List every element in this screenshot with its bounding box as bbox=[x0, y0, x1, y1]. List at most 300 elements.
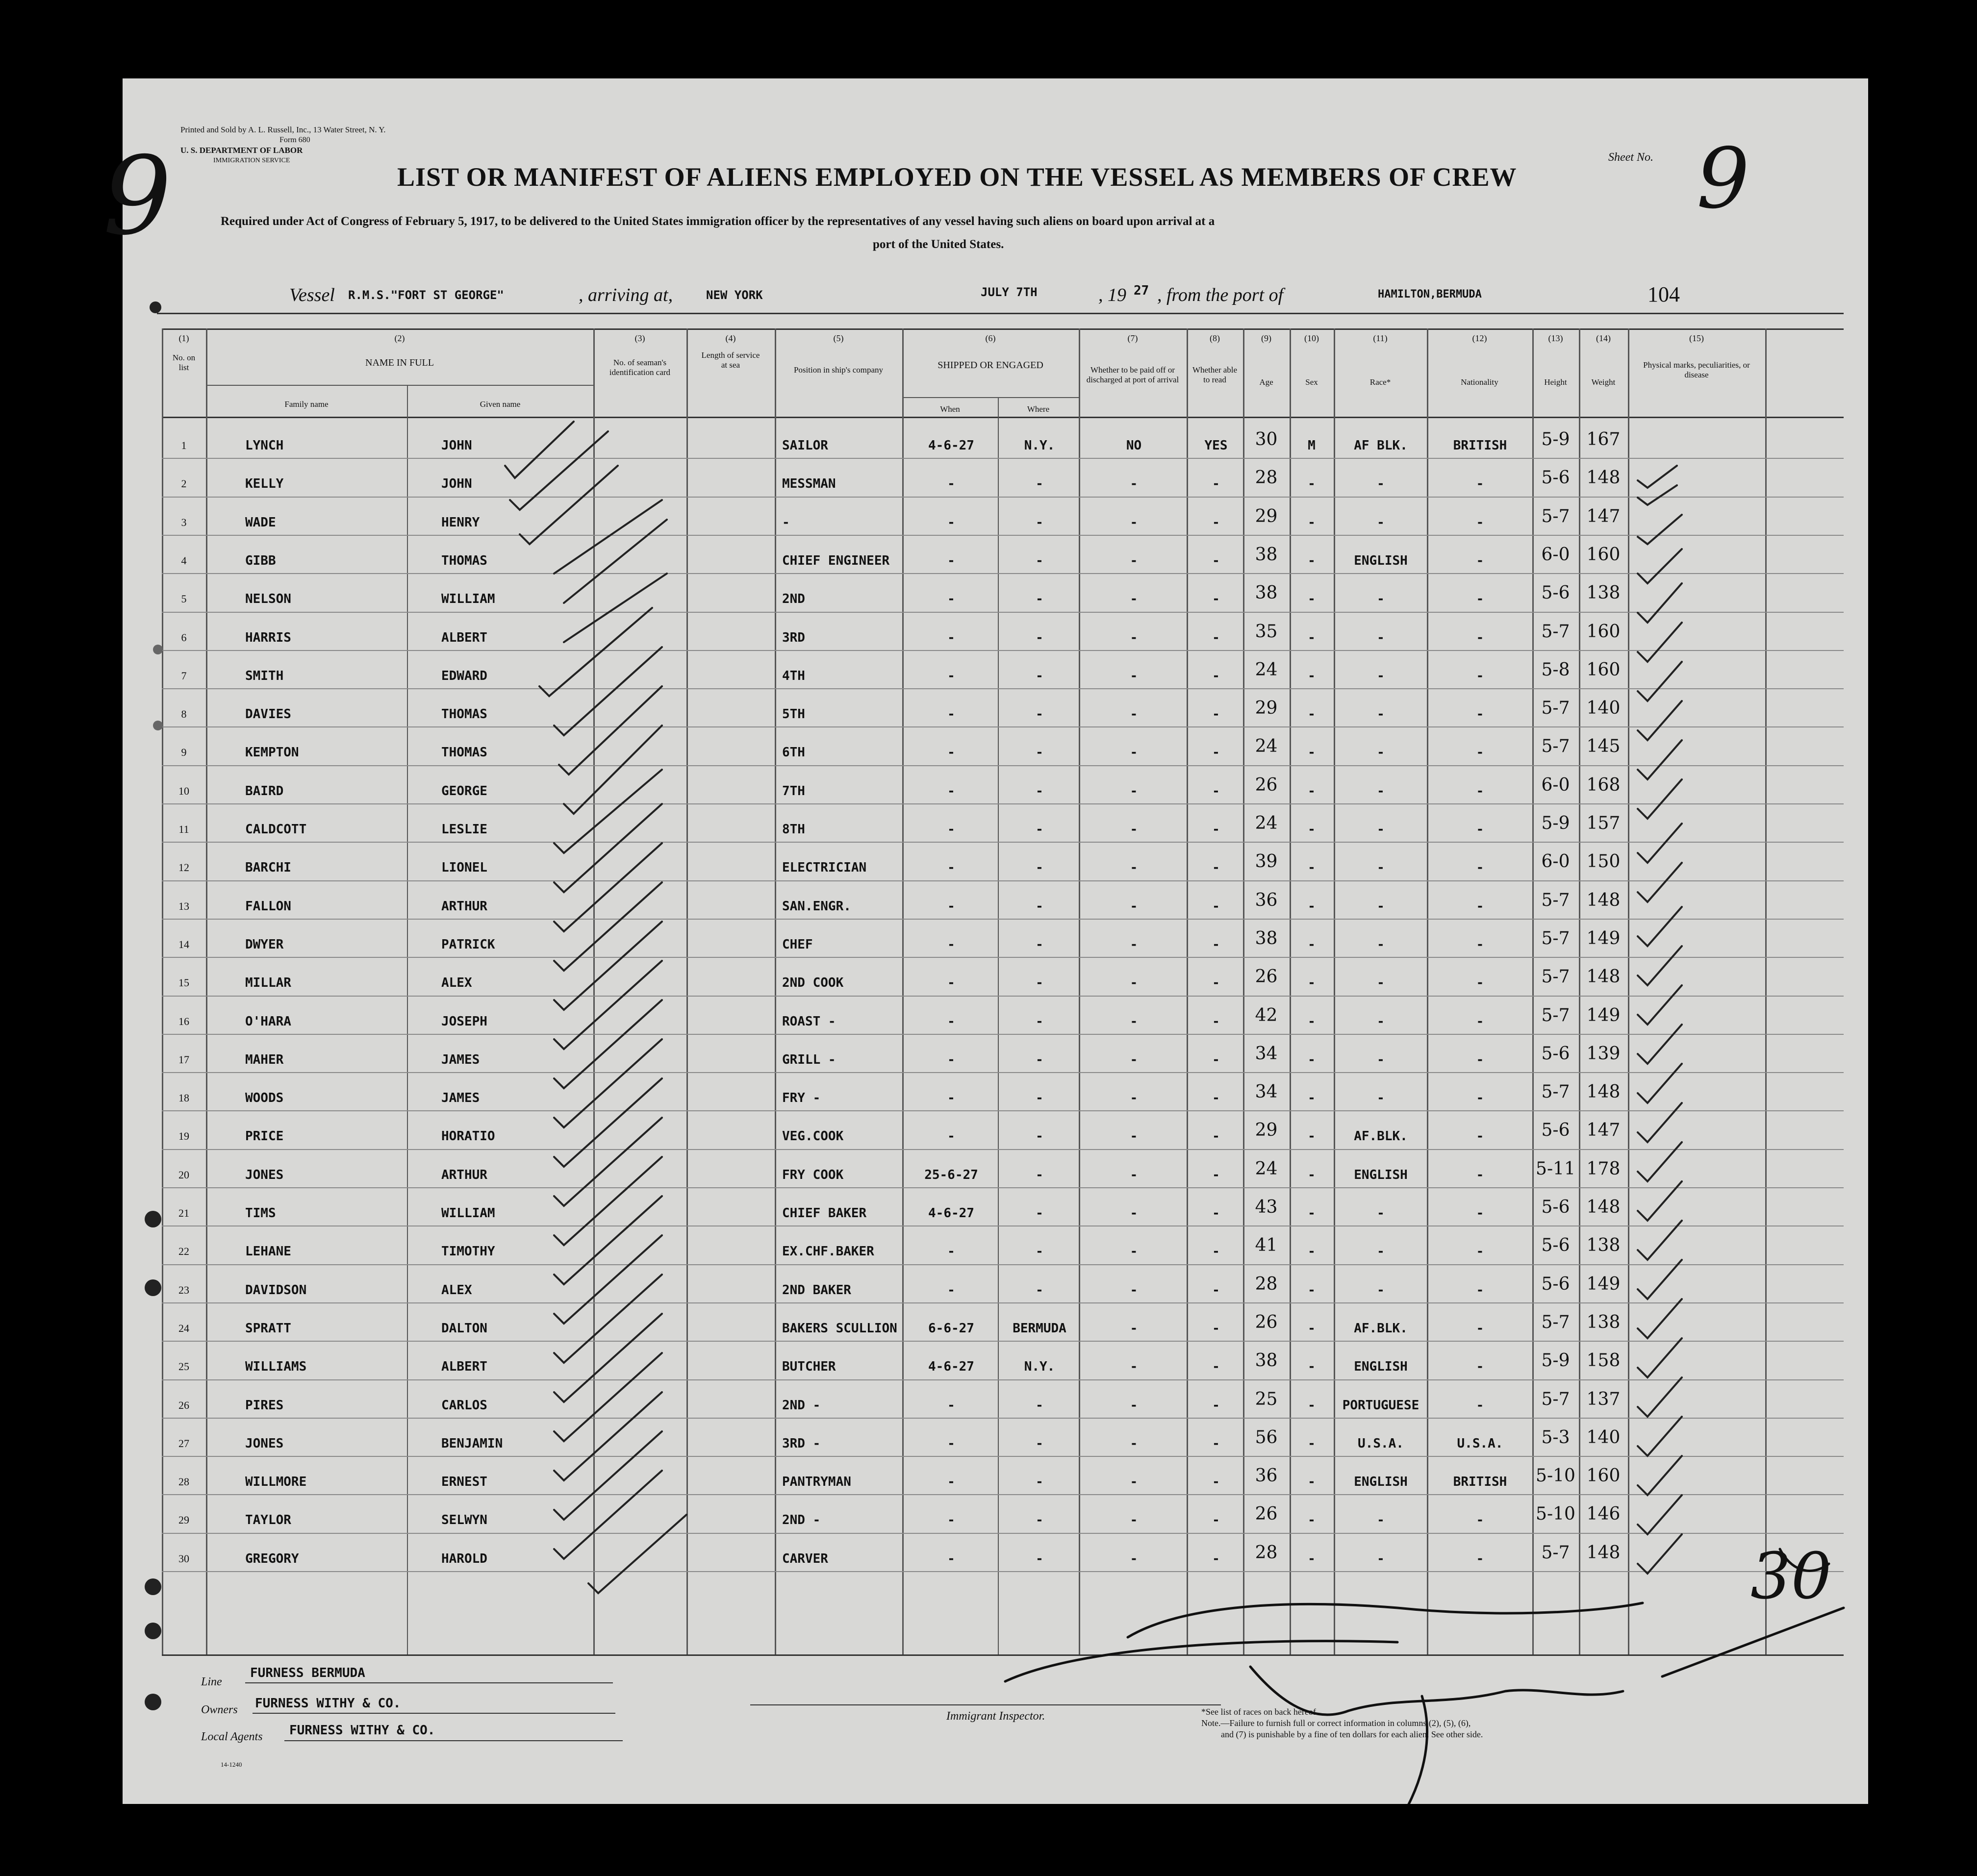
cell-paid: - bbox=[1130, 860, 1138, 875]
col-num-15: (15) bbox=[1689, 333, 1704, 343]
cell-race: - bbox=[1377, 515, 1385, 530]
cell-weight: 138 bbox=[1586, 1235, 1621, 1256]
cell-no: 30 bbox=[178, 1552, 189, 1565]
department-name: U. S. DEPARTMENT OF LABOR bbox=[180, 146, 303, 155]
cell-when: - bbox=[947, 1129, 955, 1144]
cell-age: 29 bbox=[1255, 1120, 1278, 1141]
cell-race: - bbox=[1377, 937, 1385, 952]
header-given-name: Given name bbox=[480, 400, 521, 409]
cell-family: FALLON bbox=[245, 899, 291, 914]
cell-read: - bbox=[1212, 1244, 1220, 1259]
cell-paid: - bbox=[1130, 668, 1138, 683]
header-where: Where bbox=[1027, 404, 1050, 414]
cell-age: 28 bbox=[1255, 1274, 1278, 1294]
header-age: Age bbox=[1259, 377, 1273, 387]
cell-age: 28 bbox=[1255, 468, 1278, 488]
cell-given: ALEX bbox=[441, 976, 472, 991]
line-label: Line bbox=[201, 1676, 222, 1688]
cell-race: ENGLISH bbox=[1354, 1475, 1408, 1490]
cell-race: - bbox=[1377, 1091, 1385, 1106]
cell-weight: 158 bbox=[1586, 1351, 1621, 1371]
cell-when: 4-6-27 bbox=[928, 1359, 974, 1375]
cell-race: AF.BLK. bbox=[1354, 1321, 1408, 1336]
header-weight: Weight bbox=[1591, 377, 1616, 387]
cell-when: 6-6-27 bbox=[928, 1321, 974, 1336]
cell-family: SMITH bbox=[245, 668, 284, 683]
cell-height: 5-6 bbox=[1541, 1235, 1570, 1256]
cell-nat: - bbox=[1476, 1398, 1484, 1413]
cell-when: 4-6-27 bbox=[928, 1206, 974, 1221]
cell-race: ENGLISH bbox=[1354, 1167, 1408, 1182]
cell-no: 20 bbox=[178, 1168, 189, 1181]
from-port-label: , from the port of bbox=[1157, 285, 1284, 305]
cell-given: JOHN bbox=[441, 438, 472, 453]
cell-no: 22 bbox=[178, 1245, 189, 1258]
cell-weight: 160 bbox=[1586, 659, 1621, 680]
cell-given: WILLIAM bbox=[441, 1206, 495, 1221]
cell-height: 5-9 bbox=[1541, 813, 1570, 833]
cell-sex: - bbox=[1308, 630, 1316, 645]
cell-position: 3RD bbox=[782, 630, 805, 645]
cell-family: KELLY bbox=[245, 476, 284, 492]
cell-height: 5-7 bbox=[1541, 967, 1570, 987]
cell-weight: 149 bbox=[1586, 928, 1621, 949]
cell-age: 41 bbox=[1255, 1235, 1278, 1256]
cell-given: THOMAS bbox=[441, 707, 487, 722]
cell-where: - bbox=[1036, 899, 1043, 914]
cell-read: - bbox=[1212, 1551, 1220, 1566]
cell-race: - bbox=[1377, 1282, 1385, 1298]
cell-family: CALDCOTT bbox=[245, 822, 307, 837]
cell-weight: 148 bbox=[1586, 1197, 1621, 1217]
cell-no: 19 bbox=[178, 1130, 189, 1143]
cell-weight: 148 bbox=[1586, 890, 1621, 910]
cell-position: CHEF bbox=[782, 937, 813, 952]
cell-position: 7TH bbox=[782, 783, 805, 799]
cell-when: - bbox=[947, 592, 955, 607]
cell-nat: - bbox=[1476, 1513, 1484, 1528]
cell-sex: - bbox=[1308, 822, 1316, 837]
cell-position: CHIEF BAKER bbox=[782, 1206, 867, 1221]
cell-paid: - bbox=[1130, 553, 1138, 568]
cell-when: 25-6-27 bbox=[924, 1167, 978, 1182]
cell-no: 6 bbox=[181, 631, 187, 644]
cell-when: - bbox=[947, 668, 955, 683]
cell-given: HORATIO bbox=[441, 1129, 495, 1144]
vessel-name: R.M.S."FORT ST GEORGE" bbox=[348, 288, 504, 302]
service-name: IMMIGRATION SERVICE bbox=[213, 157, 290, 164]
arriving-port: NEW YORK bbox=[706, 288, 763, 302]
cell-sex: - bbox=[1308, 1359, 1316, 1375]
cell-height: 5-3 bbox=[1541, 1427, 1570, 1448]
cell-weight: 138 bbox=[1586, 583, 1621, 603]
cell-age: 39 bbox=[1255, 851, 1278, 872]
cell-no: 16 bbox=[178, 1015, 189, 1027]
cell-paid: - bbox=[1130, 822, 1138, 837]
cell-read: - bbox=[1212, 1398, 1220, 1413]
cell-nat: - bbox=[1476, 1052, 1484, 1067]
cell-weight: 178 bbox=[1586, 1158, 1621, 1179]
printer-line: Printed and Sold by A. L. Russell, Inc., 13 Water Street, N. Y. bbox=[180, 125, 386, 134]
cell-read: - bbox=[1212, 1129, 1220, 1144]
cell-when: - bbox=[947, 783, 955, 799]
col-num-4: (4) bbox=[725, 333, 736, 343]
cell-sex: - bbox=[1308, 1091, 1316, 1106]
cell-family: GREGORY bbox=[245, 1551, 299, 1566]
cell-weight: 168 bbox=[1586, 775, 1621, 795]
cell-where: - bbox=[1036, 1167, 1043, 1182]
cell-when: - bbox=[947, 937, 955, 952]
cell-weight: 148 bbox=[1586, 1542, 1621, 1563]
cell-family: TIMS bbox=[245, 1206, 276, 1221]
cell-given: ERNEST bbox=[441, 1475, 487, 1490]
cell-read: - bbox=[1212, 1091, 1220, 1106]
cell-position: CARVER bbox=[782, 1551, 828, 1566]
cell-weight: 148 bbox=[1586, 1082, 1621, 1102]
cell-paid: - bbox=[1130, 1359, 1138, 1375]
cell-family: SPRATT bbox=[245, 1321, 291, 1336]
cell-age: 35 bbox=[1255, 621, 1278, 642]
cell-family: BARCHI bbox=[245, 860, 291, 875]
cell-weight: 149 bbox=[1586, 1005, 1621, 1026]
col-num-2: (2) bbox=[394, 333, 405, 343]
cell-position: FRY - bbox=[782, 1091, 821, 1106]
cell-sex: - bbox=[1308, 1475, 1316, 1490]
header-seaman-id: No. of seaman's identification card bbox=[609, 358, 671, 377]
col-num-12: (12) bbox=[1472, 333, 1487, 343]
cell-family: PIRES bbox=[245, 1398, 284, 1413]
cell-race: - bbox=[1377, 1244, 1385, 1259]
cell-nat: - bbox=[1476, 592, 1484, 607]
cell-age: 56 bbox=[1255, 1427, 1278, 1448]
cell-family: WADE bbox=[245, 515, 276, 530]
cell-position: 8TH bbox=[782, 822, 805, 837]
col-num-8: (8) bbox=[1210, 333, 1220, 343]
cell-no: 26 bbox=[178, 1399, 189, 1411]
cell-no: 1 bbox=[181, 439, 187, 451]
vessel-label: Vessel bbox=[289, 285, 335, 305]
cell-where: - bbox=[1036, 553, 1043, 568]
cell-weight: 145 bbox=[1586, 736, 1621, 757]
cell-age: 24 bbox=[1255, 1158, 1278, 1179]
cell-sex: - bbox=[1308, 1321, 1316, 1336]
cell-height: 5-7 bbox=[1541, 698, 1570, 719]
binder-hole bbox=[145, 1279, 161, 1296]
cell-paid: - bbox=[1130, 1244, 1138, 1259]
cell-where: - bbox=[1036, 1206, 1043, 1221]
header-shipped-or-engaged: SHIPPED OR ENGAGED bbox=[938, 360, 1043, 371]
cell-nat: - bbox=[1476, 553, 1484, 568]
cell-height: 6-0 bbox=[1541, 544, 1570, 565]
cell-position: ROAST - bbox=[782, 1014, 836, 1029]
cell-given: LIONEL bbox=[441, 860, 487, 875]
cell-read: - bbox=[1212, 745, 1220, 760]
cell-age: 42 bbox=[1255, 1005, 1278, 1026]
cell-race: ENGLISH bbox=[1354, 1359, 1408, 1375]
col-num-6: (6) bbox=[985, 333, 996, 343]
cell-no: 15 bbox=[178, 976, 189, 989]
cell-no: 5 bbox=[181, 593, 187, 605]
cell-nat: - bbox=[1476, 783, 1484, 799]
cell-height: 5-6 bbox=[1541, 1043, 1570, 1064]
cell-weight: 160 bbox=[1586, 621, 1621, 642]
cell-height: 5-7 bbox=[1541, 1389, 1570, 1409]
cell-given: TIMOTHY bbox=[441, 1244, 495, 1259]
cell-nat: - bbox=[1476, 1359, 1484, 1375]
header-when: When bbox=[940, 404, 960, 414]
cell-position: 2ND - bbox=[782, 1398, 821, 1413]
cell-read: - bbox=[1212, 592, 1220, 607]
binder-hole bbox=[153, 645, 163, 654]
footnote-races: *See list of races on back hereof. bbox=[1201, 1707, 1318, 1717]
owners-name: FURNESS WITHY & CO. bbox=[255, 1696, 401, 1711]
cell-age: 36 bbox=[1255, 890, 1278, 910]
cell-read: YES bbox=[1204, 438, 1228, 453]
header-physical-marks: Physical marks, peculiarities, or disease bbox=[1643, 360, 1750, 379]
cell-age: 25 bbox=[1255, 1389, 1278, 1409]
cell-where: - bbox=[1036, 592, 1043, 607]
cell-nat: - bbox=[1476, 822, 1484, 837]
cell-age: 24 bbox=[1255, 813, 1278, 833]
cell-weight: 146 bbox=[1586, 1504, 1621, 1525]
cell-no: 4 bbox=[181, 554, 187, 567]
cell-no: 18 bbox=[178, 1092, 189, 1104]
cell-where: - bbox=[1036, 1436, 1043, 1451]
cell-sex: - bbox=[1308, 1167, 1316, 1182]
cell-paid: NO bbox=[1126, 438, 1142, 453]
cell-when: 4-6-27 bbox=[928, 438, 974, 453]
cell-weight: 140 bbox=[1586, 698, 1621, 719]
cell-given: BENJAMIN bbox=[441, 1436, 503, 1451]
cell-age: 26 bbox=[1255, 1504, 1278, 1525]
cell-position: EX.CHF.BAKER bbox=[782, 1244, 874, 1259]
cell-age: 26 bbox=[1255, 775, 1278, 795]
cell-no: 28 bbox=[178, 1476, 189, 1488]
cell-family: KEMPTON bbox=[245, 745, 299, 760]
shipping-line: FURNESS BERMUDA bbox=[250, 1666, 365, 1680]
cell-race: - bbox=[1377, 745, 1385, 760]
cell-when: - bbox=[947, 476, 955, 492]
cell-race: AF.BLK. bbox=[1354, 1129, 1408, 1144]
cell-read: - bbox=[1212, 1475, 1220, 1490]
cell-race: - bbox=[1377, 1052, 1385, 1067]
page-title: LIST OR MANIFEST OF ALIENS EMPLOYED ON THE VESSEL AS MEMBERS OF CREW bbox=[397, 162, 1517, 192]
cell-when: - bbox=[947, 707, 955, 722]
cell-family: BAIRD bbox=[245, 783, 284, 799]
cell-nat: - bbox=[1476, 1282, 1484, 1298]
cell-nat: - bbox=[1476, 937, 1484, 952]
cell-sex: - bbox=[1308, 1014, 1316, 1029]
cell-paid: - bbox=[1130, 592, 1138, 607]
cell-read: - bbox=[1212, 1052, 1220, 1067]
cell-read: - bbox=[1212, 1282, 1220, 1298]
cell-position: 6TH bbox=[782, 745, 805, 760]
cell-sex: - bbox=[1308, 899, 1316, 914]
cell-no: 29 bbox=[178, 1514, 189, 1526]
arriving-label: , arriving at, bbox=[579, 285, 673, 305]
cell-nat: - bbox=[1476, 630, 1484, 645]
cell-given: ARTHUR bbox=[441, 1167, 487, 1182]
form-number: Form 680 bbox=[279, 136, 310, 144]
cell-sex: - bbox=[1308, 783, 1316, 799]
cell-given: JAMES bbox=[441, 1091, 480, 1106]
cell-sex: - bbox=[1308, 1206, 1316, 1221]
cell-read: - bbox=[1212, 553, 1220, 568]
cell-family: DAVIES bbox=[245, 707, 291, 722]
cell-height: 5-7 bbox=[1541, 506, 1570, 526]
col-num-9: (9) bbox=[1261, 333, 1271, 343]
cell-no: 7 bbox=[181, 669, 187, 682]
cell-family: TAYLOR bbox=[245, 1513, 291, 1528]
cell-no: 8 bbox=[181, 708, 187, 721]
cell-where: - bbox=[1036, 1513, 1043, 1528]
cell-race: - bbox=[1377, 860, 1385, 875]
cell-where: - bbox=[1036, 1052, 1043, 1067]
cell-sex: - bbox=[1308, 592, 1316, 607]
cell-given: DALTON bbox=[441, 1321, 487, 1336]
binder-hole bbox=[150, 301, 161, 313]
cell-paid: - bbox=[1130, 1091, 1138, 1106]
header-able-to-read: Whether able to read bbox=[1192, 365, 1238, 384]
owners-label: Owners bbox=[201, 1703, 238, 1716]
cell-sex: - bbox=[1308, 976, 1316, 991]
cell-paid: - bbox=[1130, 976, 1138, 991]
cell-paid: - bbox=[1130, 630, 1138, 645]
cell-read: - bbox=[1212, 1359, 1220, 1375]
cell-height: 5-6 bbox=[1541, 583, 1570, 603]
cell-nat: - bbox=[1476, 476, 1484, 492]
cell-family: LYNCH bbox=[245, 438, 284, 453]
subtitle-line-2: port of the United States. bbox=[873, 238, 1004, 251]
cell-where: - bbox=[1036, 1398, 1043, 1413]
cell-position: FRY COOK bbox=[782, 1167, 844, 1182]
cell-read: - bbox=[1212, 707, 1220, 722]
cell-where: - bbox=[1036, 1551, 1043, 1566]
cell-nat: - bbox=[1476, 1244, 1484, 1259]
cell-where: - bbox=[1036, 1475, 1043, 1490]
cell-race: - bbox=[1377, 976, 1385, 991]
cell-nat: - bbox=[1476, 899, 1484, 914]
cell-position: CHIEF ENGINEER bbox=[782, 553, 890, 568]
cell-height: 5-10 bbox=[1536, 1504, 1575, 1525]
year-prefix: , 19 bbox=[1098, 285, 1126, 305]
cell-height: 5-7 bbox=[1541, 1082, 1570, 1102]
cell-family: MILLAR bbox=[245, 976, 291, 991]
cell-given: THOMAS bbox=[441, 553, 487, 568]
cell-paid: - bbox=[1130, 1436, 1138, 1451]
col-num-14: (14) bbox=[1596, 333, 1611, 343]
cell-age: 24 bbox=[1255, 736, 1278, 757]
cell-paid: - bbox=[1130, 1513, 1138, 1528]
cell-family: DWYER bbox=[245, 937, 284, 952]
cell-paid: - bbox=[1130, 937, 1138, 952]
cell-position: 2ND - bbox=[782, 1513, 821, 1528]
cell-no: 23 bbox=[178, 1283, 189, 1296]
cell-height: 5-11 bbox=[1536, 1158, 1575, 1179]
cell-read: - bbox=[1212, 899, 1220, 914]
cell-when: - bbox=[947, 1551, 955, 1566]
cell-height: 5-7 bbox=[1541, 736, 1570, 757]
cell-race: - bbox=[1377, 1513, 1385, 1528]
arrival-year: 27 bbox=[1134, 283, 1149, 298]
sheet-no-label: Sheet No. bbox=[1608, 151, 1653, 164]
total-count-handwritten: 30 bbox=[1750, 1539, 1832, 1613]
cell-no: 14 bbox=[178, 938, 189, 951]
cell-given: ARTHUR bbox=[441, 899, 487, 914]
cell-given: ALEX bbox=[441, 1282, 472, 1298]
cell-no: 21 bbox=[178, 1207, 189, 1219]
cell-height: 6-0 bbox=[1541, 851, 1570, 872]
col-num-7: (7) bbox=[1127, 333, 1138, 343]
cell-where: - bbox=[1036, 1282, 1043, 1298]
header-paid-off: Whether to be paid off or discharged at port of arrival bbox=[1086, 365, 1179, 384]
cell-weight: 137 bbox=[1586, 1389, 1621, 1409]
cell-position: 3RD - bbox=[782, 1436, 821, 1451]
cell-age: 28 bbox=[1255, 1542, 1278, 1563]
cell-where: - bbox=[1036, 1244, 1043, 1259]
cell-paid: - bbox=[1130, 1167, 1138, 1182]
cell-height: 5-6 bbox=[1541, 468, 1570, 488]
cell-no: 9 bbox=[181, 746, 187, 759]
cell-position: BAKERS SCULLION bbox=[782, 1321, 897, 1336]
cell-race: - bbox=[1377, 707, 1385, 722]
cell-family: MAHER bbox=[245, 1052, 284, 1067]
cell-when: - bbox=[947, 515, 955, 530]
cell-nat: - bbox=[1476, 668, 1484, 683]
cell-position: BUTCHER bbox=[782, 1359, 836, 1375]
cell-paid: - bbox=[1130, 515, 1138, 530]
cell-no: 25 bbox=[178, 1360, 189, 1373]
cell-race: U.S.A. bbox=[1358, 1436, 1404, 1451]
cell-race: AF BLK. bbox=[1354, 438, 1408, 453]
cell-race: - bbox=[1377, 592, 1385, 607]
binder-hole bbox=[153, 721, 163, 730]
cell-sex: - bbox=[1308, 1436, 1316, 1451]
cell-read: - bbox=[1212, 860, 1220, 875]
cell-read: - bbox=[1212, 476, 1220, 492]
cell-paid: - bbox=[1130, 783, 1138, 799]
cell-nat: - bbox=[1476, 1321, 1484, 1336]
cell-sex: - bbox=[1308, 937, 1316, 952]
cell-height: 5-7 bbox=[1541, 1542, 1570, 1563]
binder-hole bbox=[145, 1623, 161, 1639]
cell-sex: - bbox=[1308, 1052, 1316, 1067]
cell-weight: 139 bbox=[1586, 1043, 1621, 1064]
col-num-10: (10) bbox=[1304, 333, 1319, 343]
col-num-5: (5) bbox=[833, 333, 844, 343]
cell-given: LESLIE bbox=[441, 822, 487, 837]
cell-sex: - bbox=[1308, 476, 1316, 492]
cell-given: CARLOS bbox=[441, 1398, 487, 1413]
cell-age: 24 bbox=[1255, 659, 1278, 680]
cell-race: - bbox=[1377, 783, 1385, 799]
cell-weight: 138 bbox=[1586, 1312, 1621, 1332]
cell-paid: - bbox=[1130, 1129, 1138, 1144]
binder-hole bbox=[145, 1211, 161, 1227]
cell-age: 38 bbox=[1255, 583, 1278, 603]
cell-position: VEG.COOK bbox=[782, 1129, 844, 1144]
cell-position: - bbox=[782, 515, 790, 530]
cell-family: JONES bbox=[245, 1167, 284, 1182]
cell-paid: - bbox=[1130, 899, 1138, 914]
binder-hole bbox=[145, 1578, 161, 1595]
cell-no: 17 bbox=[178, 1053, 189, 1066]
cell-given: THOMAS bbox=[441, 745, 487, 760]
cell-age: 29 bbox=[1255, 698, 1278, 719]
cell-weight: 167 bbox=[1586, 429, 1621, 450]
cell-nat: - bbox=[1476, 1129, 1484, 1144]
cell-family: NELSON bbox=[245, 592, 291, 607]
